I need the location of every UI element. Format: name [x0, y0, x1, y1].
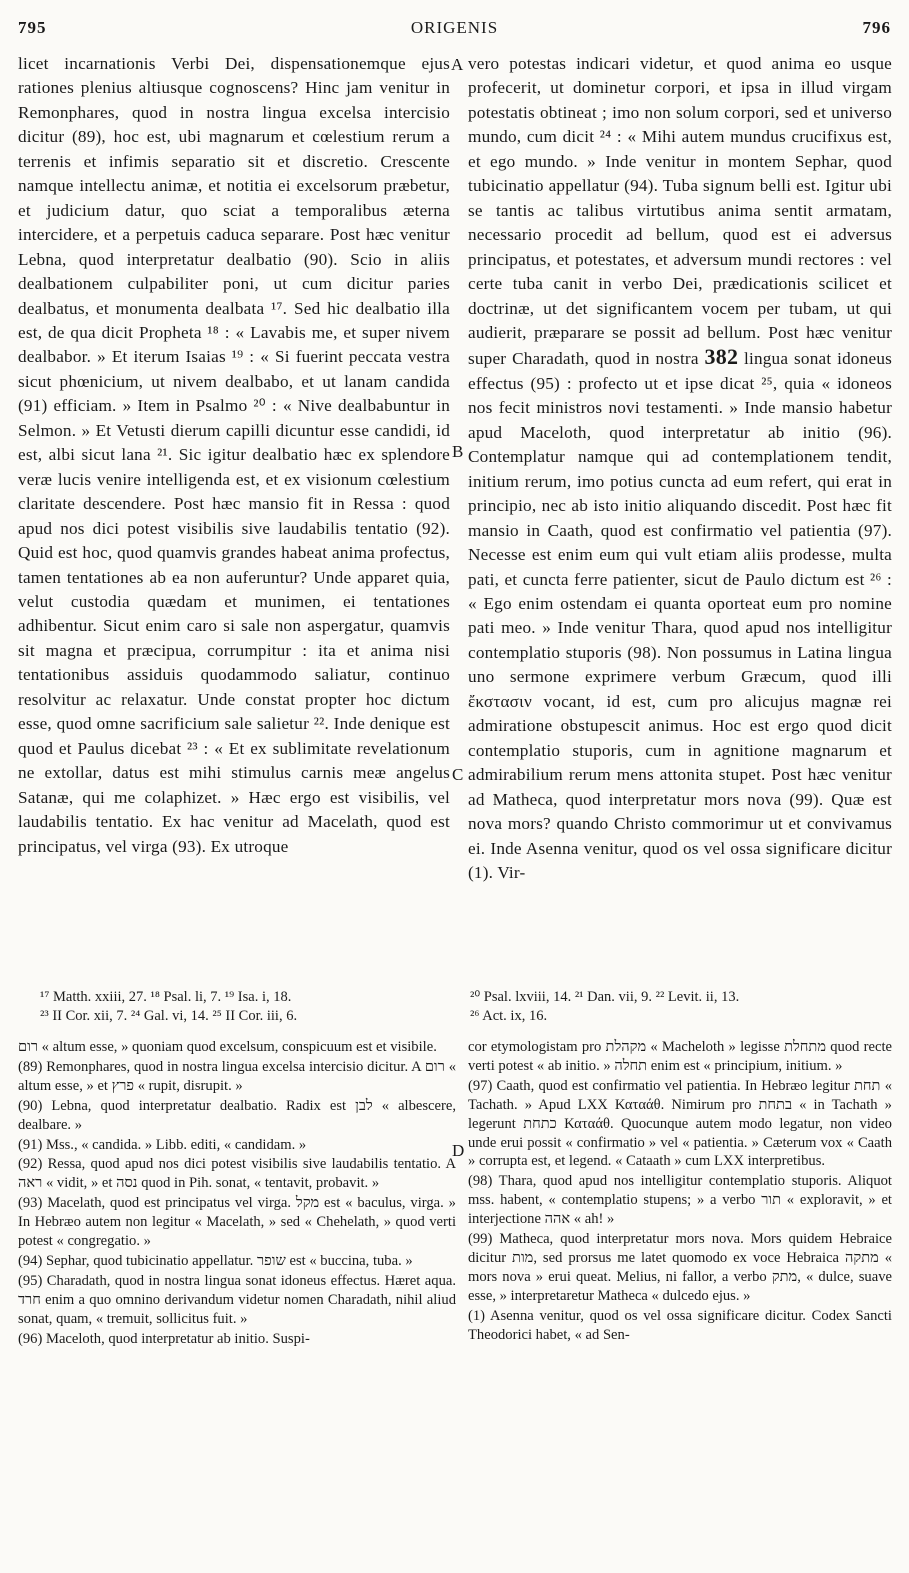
page-header: [18, 14, 891, 40]
footnote: (89) Remonphares, quod in nostra lingua excelsa intercisio dicitur. A רום « altum esse, » et פרץ « rupit, disrupit. »: [18, 1058, 457, 1094]
page-number-right: 796: [862, 18, 891, 37]
scripture-references-right: [470, 988, 890, 1026]
footnote: (96) Maceloth, quod interpretatur ab initio. Suspi-: [18, 1330, 310, 1347]
margin-letter-c: C: [452, 765, 464, 784]
reference-line: ²³ II Cor. xii, 7. ²⁴ Gal. vi, 14. ²⁵ II Cor. iii, 6.: [40, 1008, 298, 1024]
margin-letter-a: A: [451, 55, 464, 74]
footnote: (97) Caath, quod est confirmatio vel patientia. In Hebræo legitur תחת « Tachath. » Apud LXX Καταάθ. Nimirum pro בתחת « in Tachath » legerunt כתחת Καταάθ. Quocunque autem modo legatur, non video unde erui possit « confirmatio » vel « patientia. » Cæterum vox « Caath » corrupta est, et legend. « Cataath » cum LXX interpretibus.: [468, 1077, 892, 1170]
reference-line: ²⁰ Psal. lxviii, 14. ²¹ Dan. vii, 9. ²² Levit. ii, 13.: [470, 989, 740, 1005]
margin-letter-b: B: [452, 442, 464, 461]
main-text-segment: vero potestas indicari videtur, et quod anima eo usque profecerit, ut dominetur corpori, et ipsa in illud virgam potestatis obtineat ; imo non solum corpori, sed et universo mundo, cum dicit ²⁴ : « Mihi autem mundus crucifixus est, et ego mundo. » Inde venitur in montem Sephar, quod tubicinatio appellatur (94). Tuba signum belli est. Igitur ubi se tantis ac talibus virtutibus anima sentit armatam, necessario procedit ad bellum, quod est ei adversus principatus, et potestates, et adversum mundi rectores : vel certe tuba canit in verbo Dei, prædicationis scilicet et doctrinæ, ut det significantem vocem per tubam, ut qui audierit, præparare se possit ad bellum. Post hæc venitur super Charadath, quod in nostra: [468, 54, 892, 369]
footnote: (91) Mss., « candida. » Libb. editi, « candidam. »: [18, 1136, 307, 1153]
column-number: 382: [704, 344, 739, 370]
main-text-paragraph: [468, 52, 892, 885]
footnote: (1) Asenna venitur, quod os vel ossa significare dicitur. Codex Sancti Theodorici habet, « ad Sen-: [468, 1307, 892, 1343]
main-text-paragraph: licet incarnationis Verbi Dei, dispensationemque ejus rationes plenius altiusque cognoscens? Hinc jam venitur in Remonphares, quod in nostra lingua excelsa intercisio dicitur (89), hoc est, ubi magnarum et cœlestium rerum a terrenis et infimis separatio sit et discretio. Crescente namque intellectu animæ, et notitia ei excelsorum præbetur, et judicium datur, quo sciat a temporalibus æterna intercidere, et a perpetuis caduca separare. Post hæc venitur Lebna, quod interpretatur dealbatio (90). Scio in aliis dealbationem culpabiliter poni, ut cum dicitur paries dealbatus, et monumenta dealbata ¹⁷. Sed hic dealbatio illa est, de qua dicit Propheta ¹⁸ : « Lavabis me, et super nivem dealbabor. » Et iterum Isaias ¹⁹ : « Si fuerint peccata vestra sicut phœnicium, ut nivem dealbabo, et ut lanam candida (91) efficiam. » Item in Psalmo ²⁰ : « Nive dealbabuntur in Selmon. » Et Vetusti dierum capilli dicuntur esse candidi, id est, albi sicut lana ²¹. Sic igitur dealbatio hæc ex splendore veræ lucis venire intelligenda est, et ex visionum cœlestium claritate descendere. Post hæc mansio fit in Ressa : quod apud nos dici potest visibilis sive laudabilis tentatio (92). Quid est hoc, quod quamvis grandes habeat anima profectus, tamen tentationes ab ea non auferuntur? Unde apparet quia, velut custodia quædam et munimen, ei tentationes adhibentur. Sicut enim caro si sale non aspergatur, quamvis sit magna et præcipua, corrumpitur : ita et anima nisi tentationibus assiduis quodammodo saliatur, continuo resolvitur ac relaxatur. Unde constat propter hoc dictum esse, quod omne sacrificium sale salietur ²². Inde denique est quod et Paulus dicebat ²³ : « Et ex sublimitate revelationum ne extollar, datus est mihi stimulus carnis meæ angelus Satanæ, qui me colaphizet. » Hæc ergo est visibilis, vel laudabilis tentatio. Ex hac venitur ad Macelath, quod est principatus, vel virga (93). Ex utroque: [18, 54, 450, 856]
footnote: (92) Ressa, quod apud nos dici potest visibilis sive laudabilis tentatio. A ראה « vidit, » et נסה quod in Pih. sonat, « tentavit, probavit. »: [18, 1156, 456, 1192]
footnote: (99) Matheca, quod interpretatur mors nova. Mors quidem Hebraice dicitur מות, sed prorsus me latet quomodo ex voce Hebraica מתקה « mors nova » erui queat. Melius, ni fallor, a verbo מתק, « dulce, suave esse, » interpretaretur Matheca « dulcedo ejus. »: [468, 1231, 892, 1304]
footnote: (93) Macelath, quod est principatus vel virga. מקל est « baculus, virga. » In Hebræo autem non legitur « Macelath, » sed « Chehelath, » quod verti potest « congregatio. »: [18, 1195, 456, 1250]
page-number-left: 795: [18, 18, 47, 37]
footnote: רום « altum esse, » quoniam quod excelsum, conspicuum est et visibile.: [18, 1039, 437, 1055]
main-text-left-column: [18, 52, 450, 859]
reference-line: ²⁶ Act. ix, 16.: [470, 1008, 548, 1024]
scripture-references-left: [40, 988, 460, 1026]
margin-letter-d: D: [452, 1141, 465, 1160]
main-text-right-column: [468, 52, 892, 885]
footnote: (94) Sephar, quod tubicinatio appellatur. שופר est « buccina, tuba. »: [18, 1252, 413, 1269]
reference-line: ¹⁷ Matth. xxiii, 27. ¹⁸ Psal. li, 7. ¹⁹ Isa. i, 18.: [40, 989, 292, 1005]
footnotes-left-column: [18, 1038, 456, 1350]
footnote: (95) Charadath, quod in nostra lingua sonat idoneus effectus. Hæret aqua. חרד enim a quo omnino derivandum videtur nomen Charadath, nihil aliud sonat, quam, « tremuit, sollicitus fuit. »: [18, 1272, 456, 1327]
running-title: ORIGENIS: [410, 18, 499, 37]
footnotes-right-column: [468, 1038, 892, 1346]
footnote: cor etymologistam pro מקהלת « Macheloth » legisse מתחלת quod recte verti potest « ab initio. » תחלה enim est « principium, initium. »: [468, 1039, 892, 1074]
footnote: (90) Lebna, quod interpretatur dealbatio. Radix est לבן « albescere, dealbare. »: [18, 1097, 456, 1133]
main-text-segment: lingua sonat idoneus effectus (95) : profecto ut et ipse dicat ²⁵, quia « idoneos nos fecit ministros novi testamenti. » Inde mansio habetur apud Maceloth, quod interpretatur ab initio (96). Contemplatur namque qui ad contemplationem tendit, initium rerum, imo potius cuncta ad eum refert, qui erat in principio, nec ab isto initio aliquando discedit. Post hæc fit mansio in Caath, quod est confirmatio vel patientia (97). Necesse est enim eum qui vult etiam aliis prodesse, multa pati, et cuncta ferre patienter, sicut de Paulo dictum est ²⁶ : « Ego enim ostendam ei quanta oporteat eum pro nomine pati meo. » Inde venitur Thara, quod apud nos intelligitur contemplatio stuporis (98). Non possumus in Latina lingua uno sermone exprimere verbum Græcum, quod illi ἔκστασιν vocant, id est, cum pro alicujus magnæ rei admiratione obstupescit animus. Hoc est ergo quod dicit contemplatio stuporis, cum in agnitione magnarum et admirabilium rerum mens attonita stupet. Post hæc venitur ad Matheca, quod interpretatur mors nova (99). Quæ est nova mors? quando Christo commorimur ut et convivamus ei. Inde Asenna venitur, quod os vel ossa significare dicitur (1). Vir-: [468, 349, 893, 882]
footnote: (98) Thara, quod apud nos intelligitur contemplatio stuporis. Aliquot mss. habent, « contemplatio stupens; » a verbo תור « exploravit, » et interjectione אהה « ah! »: [468, 1173, 892, 1228]
